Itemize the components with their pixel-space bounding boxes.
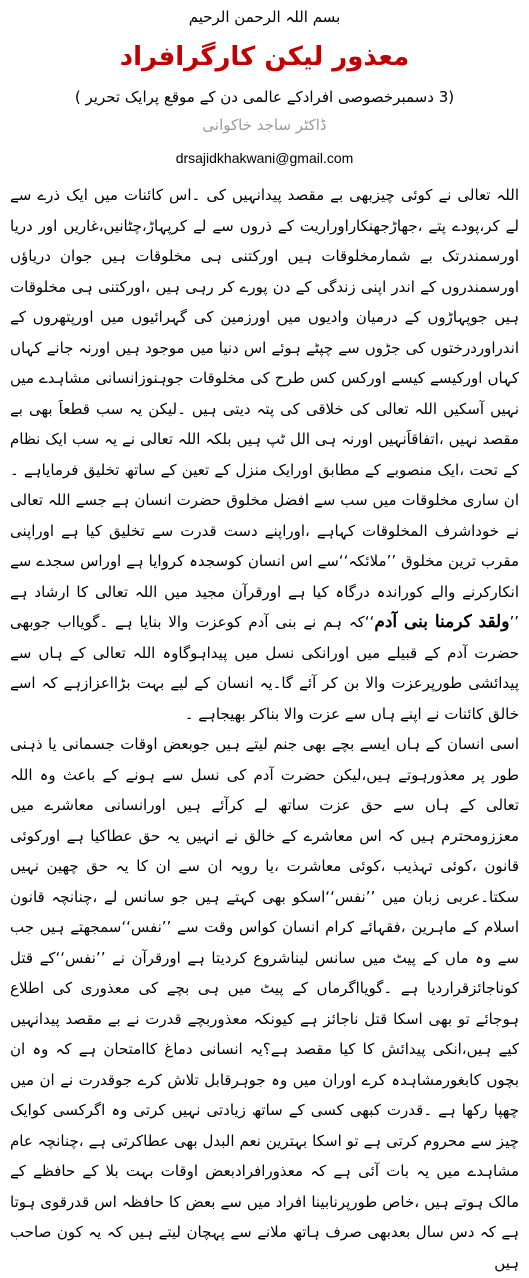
article-title: معذور لیکن کارگرافراد	[119, 42, 410, 72]
basmala: بسم اللہ الرحمن الرحیم	[188, 8, 341, 26]
paragraph-2: اسی انسان کے ہاں ایسے بچے بھی جنم لیتے ہیں جوبعض اوقات جسمانی یا ذہنی طور پر معذورہوتے ہیں،لیکن حضرت آدم کی نسل سے ہونے کے باعث وہ اللہ تعالی کے ہاں سے حق عزت ساتھ لے کرآئے ہیں اورانسانی معاشرے میں معززومحترم ہیں کہ اس معاشرے کے خالق نے انہیں یہ حق عطاکیا ہے اورکوئی قانون ،کوئی تہذیب ،کوئی معاشرت ،یا رویہ ان سے ان کا یہ حق چھین نہیں سکتا۔عربی زبان میں ’’نفس‘‘اسکو بھی کہتے ہیں جو سانس لے ،چنانچہ قانون اسلام کے ماہرین ،فقہائے کرام انسان کواس وقت سے ’’نفس‘‘سمجھتے ہیں جب سے وہ ماں کے پیٹ میں سانس لیناشروع کردیتا ہے اورقرآن نے ’’نفس‘‘کے قتل کوناجائزقراردیا ہے ۔گویااگرماں کے پیٹ میں ہی بچے کی معذوری کی اطلاع ہوجائے تو بھی اسکا قتل ناجائز ہے کیونکہ معذوربچے قدرت نے بے مقصد پیدانہیں کیے ہیں،انکی پیدائش کا کیا مقصد ہے؟یہ انسانی دماغ کاامتحان ہے کہ وہ ان بچوں کابغورمشاہدہ کرے اوران میں وہ جوہرقابل تلاش کرے جوقدرت نے ان میں چھپا رکھا ہے ۔قدرت کبھی کسی کے ساتھ زیادتی نہیں کرتی وہ اگرکسی کوایک چیز سے محروم کرتی ہے تو اسکا بہترین نعم البدل بھی عطاکرتی ہے ،چنانچہ عام مشاہدے میں یہ بات آئی ہے کہ معذورافرادبعض اوقات بہت بلا کے حافظے کے مالک ہوتے ہیں ،خاص طورپرنابینا افراد میں سے بعض کا حافظہ اس قدرقوی ہوتا ہے کہ دس سال بعدبھی صرف ہاتھ ملانے سے پہچان لیتے ہیں کہ یہ کون صاحب ہیں	[10, 735, 520, 1272]
article-body	[10, 180, 519, 1278]
paragraph-1-continued: ‘‘کہ ہم نے بنی آدم کوعزت والا بنایا ہے ۔گویااب جوبھی حضرت آدم کے قبیلے میں اورانکی نسل میں پیداہوگاوہ اللہ تعالی کے ہاں سے پیدائشی طورپرعزت والا بن کر آئے گا۔یہ انسان کے لیے بہت بڑااعزازہے کہ اسے خالق کائنات نے اپنے ہاں سے عزت والا بناکر بھیجاہے ۔	[10, 613, 519, 723]
paragraph-1-text: اللہ تعالی نے کوئی چیزبھی بے مقصد پیدانہیں کی ۔اس کائنات میں ایک ذرے سے لے کر،پودے پتے ،جھاڑجھنکاراوراریت کے ذروں سے لے کرپہاڑ،چٹانیں،غاریں اور دریا اورسمندرتک بے شمارمخلوقات ہیں اورکتنی ہی مخلوقات ہیں جوان دریاؤں اورسمندروں کے اندر اپنی زندگی کے دن پورے کر رہی ہیں ،اورکتنی ہی مخلوقات ہیں جوپہاڑوں کے درمیان وادیوں میں اورزمین کی گہرائیوں میں اورپتھروں کے اندراوردرختوں کی جڑوں سے چپٹے ہوئے اس دنیا میں موجود ہیں اورنہ جانے کہاں کہاں اورکیسے کیسے اورکس کس طرح کی مخلوقات جوہنوزانسانی مشاہدے میں نہیں آسکیں اللہ تعالی کی خلاقی کی پتہ دیتی ہیں ۔لیکن یہ سب قطعاََ بھی بے مقصد نہیں ،اتفاقاََنہیں اورنہ ہی الل ٹپ ہیں بلکہ اللہ تعالی نے یہ سب ایک نظام کے تحت ،ایک منصوبے کے مطابق اورایک منزل کے تعین کے ساتھ تخلیق فرمایاہے ۔ان ساری مخلوقات میں سب سے افضل مخلوق حضرت انسان ہے جسے اللہ تعالی نے خوداشرف المخلوقات کہاہے ،اوراپنے دست قدرت سے تخلیق کیا ہے اوراپنی مقرب ترین مخلوق ’’ملائکہ‘‘سے اس انسان کوسجدہ کروایا ہے اوراس سجدے سے انکارکرنے والے کوراندہ درگاہ کیا ہے اورقرآن مجید میں اللہ تعالی کا ارشاد ہے ’’	[10, 186, 519, 631]
article-subtitle: (3 دسمبرخصوصی افرادکے عالمی دن کے موقع پرایک تحریر )	[74, 88, 455, 106]
quran-quote: ولقد کرمنا بنی آدم	[374, 612, 510, 631]
author-email[interactable]: drsajidkhakwani@gmail.com	[175, 150, 354, 166]
author-name: ڈاکٹر ساجد خاکوانی	[202, 116, 327, 134]
paragraph-1	[10, 180, 519, 729]
